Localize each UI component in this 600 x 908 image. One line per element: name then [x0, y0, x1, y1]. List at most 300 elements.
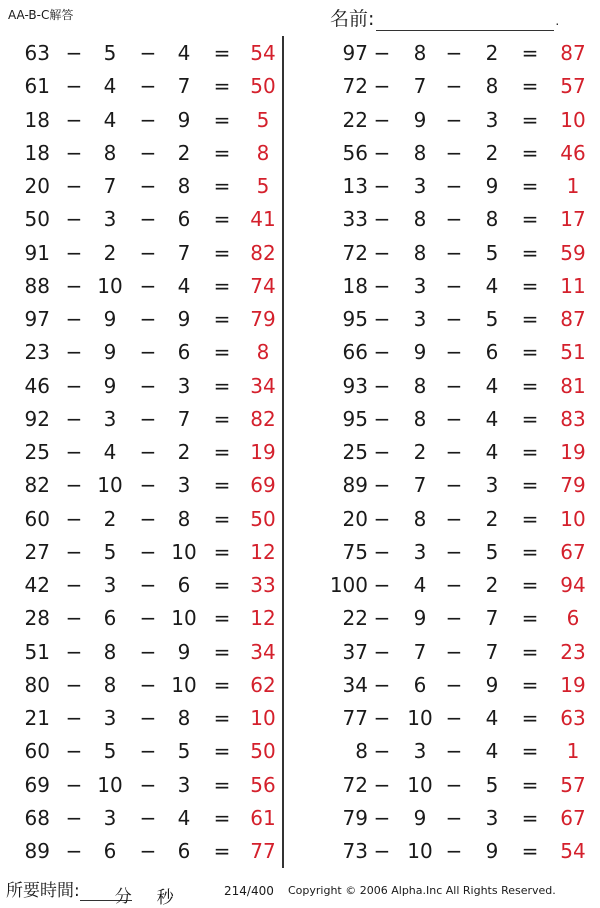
- answer: 23: [560, 639, 586, 664]
- problem-row: [0, 69, 282, 102]
- second-number: 10: [97, 772, 123, 797]
- third-number: 3: [485, 805, 499, 830]
- second-number: 5: [103, 539, 117, 564]
- equals-sign: =: [213, 573, 231, 597]
- third-number: 4: [485, 406, 499, 431]
- minus-sign: −: [373, 140, 391, 165]
- time-label: 所要時間:: [6, 881, 80, 901]
- minus-sign: −: [373, 373, 391, 398]
- minus-sign: −: [65, 340, 83, 365]
- answer: 5: [256, 174, 270, 198]
- problem-row: [0, 335, 282, 368]
- first-number: 89: [342, 473, 368, 498]
- first-number: 72: [342, 74, 368, 99]
- answer: 87: [560, 307, 586, 331]
- minus-sign: −: [445, 839, 463, 863]
- third-number: 10: [171, 672, 197, 697]
- first-number: 89: [24, 839, 50, 863]
- second-number: 5: [103, 41, 117, 65]
- third-number: 3: [177, 772, 191, 797]
- equals-sign: =: [521, 539, 539, 564]
- minus-sign: −: [373, 606, 391, 631]
- second-number: 10: [407, 772, 433, 797]
- minus-sign: −: [139, 672, 157, 697]
- answer: 82: [250, 240, 276, 265]
- second-number: 9: [413, 805, 427, 830]
- equals-sign: =: [213, 273, 231, 298]
- answer: 51: [560, 340, 586, 365]
- minutes-blank: [80, 882, 132, 907]
- third-number: 6: [177, 573, 191, 597]
- minus-sign: −: [139, 373, 157, 398]
- minus-sign: −: [139, 207, 157, 232]
- minus-sign: −: [65, 74, 83, 99]
- equals-sign: =: [213, 307, 231, 331]
- name-blank-line: [376, 14, 554, 31]
- problem-row: [300, 169, 600, 202]
- problem-row: [300, 601, 600, 634]
- problem-row: [0, 468, 282, 501]
- third-number: 7: [177, 406, 191, 431]
- second-number: 3: [103, 805, 117, 830]
- problem-row: [300, 236, 600, 269]
- equals-sign: =: [213, 706, 231, 730]
- equals-sign: =: [521, 772, 539, 797]
- minus-sign: −: [445, 573, 463, 597]
- answer: 19: [250, 440, 276, 464]
- minus-sign: −: [373, 539, 391, 564]
- answer: 6: [566, 606, 580, 631]
- equals-sign: =: [521, 440, 539, 464]
- equals-sign: =: [521, 573, 539, 597]
- first-number: 66: [342, 340, 368, 365]
- answer: 63: [560, 706, 586, 730]
- answer: 67: [560, 805, 586, 830]
- first-number: 23: [24, 340, 50, 365]
- minus-sign: −: [445, 406, 463, 431]
- third-number: 8: [177, 506, 191, 531]
- answer: 11: [560, 273, 586, 298]
- first-number: 80: [24, 672, 50, 697]
- equals-sign: =: [213, 406, 231, 431]
- second-number: 9: [103, 373, 117, 398]
- answer: 61: [250, 805, 276, 830]
- minus-sign: −: [139, 772, 157, 797]
- third-number: 4: [177, 805, 191, 830]
- third-number: 2: [485, 506, 499, 531]
- minus-sign: −: [445, 174, 463, 198]
- answer: 94: [560, 573, 586, 597]
- first-number: 18: [342, 273, 368, 298]
- problem-row: [300, 502, 600, 535]
- minus-sign: −: [445, 440, 463, 464]
- third-number: 4: [177, 273, 191, 298]
- second-number: 9: [103, 340, 117, 365]
- answer: 69: [250, 473, 276, 498]
- third-number: 3: [177, 373, 191, 398]
- minus-sign: −: [65, 373, 83, 398]
- answer: 83: [560, 406, 586, 431]
- third-number: 7: [485, 606, 499, 631]
- minus-sign: −: [445, 606, 463, 631]
- problem-row: [300, 668, 600, 701]
- equals-sign: =: [213, 373, 231, 398]
- equals-sign: =: [521, 639, 539, 664]
- problem-row: [0, 601, 282, 634]
- first-number: 27: [24, 539, 50, 564]
- equals-sign: =: [213, 739, 231, 764]
- problem-row: [300, 69, 600, 102]
- first-number: 61: [24, 74, 50, 99]
- third-number: 2: [177, 440, 191, 464]
- minus-sign: −: [65, 606, 83, 631]
- first-number: 20: [24, 174, 50, 198]
- second-number: 3: [413, 539, 427, 564]
- third-number: 6: [177, 340, 191, 365]
- answer: 1: [566, 174, 580, 198]
- first-number: 60: [24, 506, 50, 531]
- minus-sign: −: [445, 539, 463, 564]
- second-number: 4: [103, 74, 117, 99]
- minus-sign: −: [445, 41, 463, 65]
- third-number: 5: [485, 772, 499, 797]
- minus-sign: −: [373, 174, 391, 198]
- first-number: 69: [24, 772, 50, 797]
- first-number: 82: [24, 473, 50, 498]
- second-number: 6: [103, 606, 117, 631]
- second-number: 8: [413, 207, 427, 232]
- minus-sign: −: [65, 273, 83, 298]
- second-number: 9: [413, 340, 427, 365]
- second-number: 9: [103, 307, 117, 331]
- equals-sign: =: [521, 839, 539, 863]
- third-number: 9: [485, 672, 499, 697]
- problem-row: [300, 369, 600, 402]
- second-number: 2: [413, 440, 427, 464]
- minus-sign: −: [445, 772, 463, 797]
- name-dot: .: [555, 14, 560, 28]
- minus-sign: −: [139, 340, 157, 365]
- first-number: 97: [342, 41, 368, 65]
- minus-sign: −: [139, 839, 157, 863]
- first-number: 13: [342, 174, 368, 198]
- second-number: 8: [413, 506, 427, 531]
- second-number: 10: [97, 273, 123, 298]
- second-number: 3: [413, 307, 427, 331]
- problem-row: [0, 36, 282, 69]
- answer: 34: [250, 373, 276, 398]
- third-number: 10: [171, 606, 197, 631]
- equals-sign: =: [213, 340, 231, 365]
- problem-row: [300, 768, 600, 801]
- problem-row: [300, 834, 600, 867]
- page-number: 214/400: [224, 884, 274, 898]
- problem-row: [0, 369, 282, 402]
- minus-sign: −: [139, 706, 157, 730]
- minus-sign: −: [445, 373, 463, 398]
- seconds-blank: [138, 883, 174, 908]
- minus-sign: −: [445, 340, 463, 365]
- second-number: 3: [413, 739, 427, 764]
- equals-sign: =: [521, 473, 539, 498]
- problem-row: [0, 834, 282, 867]
- second-number: 8: [103, 639, 117, 664]
- third-number: 10: [171, 539, 197, 564]
- equals-sign: =: [213, 506, 231, 531]
- minus-sign: −: [373, 473, 391, 498]
- minus-sign: −: [65, 573, 83, 597]
- third-number: 2: [485, 573, 499, 597]
- minus-sign: −: [445, 307, 463, 331]
- third-number: 7: [177, 74, 191, 99]
- first-number: 20: [342, 506, 368, 531]
- second-number: 10: [407, 706, 433, 730]
- problem-row: [0, 402, 282, 435]
- minus-sign: −: [373, 273, 391, 298]
- minus-sign: −: [445, 207, 463, 232]
- second-number: 3: [103, 706, 117, 730]
- problem-row: [0, 502, 282, 535]
- second-number: 8: [413, 140, 427, 165]
- answer: 50: [250, 74, 276, 99]
- answer: 33: [250, 573, 276, 597]
- equals-sign: =: [213, 606, 231, 631]
- third-number: 9: [177, 107, 191, 132]
- minus-sign: −: [65, 307, 83, 331]
- answer: 12: [250, 606, 276, 631]
- answer: 41: [250, 207, 276, 232]
- minus-sign: −: [373, 207, 391, 232]
- name-field: [330, 4, 559, 31]
- answer: 50: [250, 739, 276, 764]
- minus-sign: −: [373, 406, 391, 431]
- third-number: 2: [485, 41, 499, 65]
- third-number: 8: [485, 207, 499, 232]
- answer: 67: [560, 539, 586, 564]
- minus-sign: −: [445, 240, 463, 265]
- answer: 57: [560, 772, 586, 797]
- first-number: 51: [24, 639, 50, 664]
- answer: 82: [250, 406, 276, 431]
- minus-sign: −: [65, 739, 83, 764]
- problem-row: [0, 103, 282, 136]
- second-number: 2: [103, 240, 117, 265]
- first-number: 34: [342, 672, 368, 697]
- equals-sign: =: [213, 74, 231, 99]
- equals-sign: =: [521, 273, 539, 298]
- second-number: 6: [413, 672, 427, 697]
- second-number: 10: [407, 839, 433, 863]
- third-number: 6: [177, 839, 191, 863]
- minus-sign: −: [373, 639, 391, 664]
- equals-sign: =: [213, 473, 231, 498]
- third-number: 4: [485, 373, 499, 398]
- name-label: 名前:: [330, 8, 375, 30]
- problem-row: [300, 435, 600, 468]
- answer: 17: [560, 207, 586, 232]
- minus-sign: −: [65, 240, 83, 265]
- first-number: 73: [342, 839, 368, 863]
- minus-sign: −: [373, 307, 391, 331]
- equals-sign: =: [213, 672, 231, 697]
- answer: 8: [256, 340, 270, 365]
- seconds-unit: 秒: [156, 888, 174, 908]
- third-number: 5: [485, 240, 499, 265]
- answer: 74: [250, 273, 276, 298]
- problem-row: [0, 269, 282, 302]
- minus-sign: −: [445, 672, 463, 697]
- answer: 34: [250, 639, 276, 664]
- third-number: 3: [485, 107, 499, 132]
- first-number: 28: [24, 606, 50, 631]
- answer: 8: [256, 140, 270, 165]
- second-number: 6: [103, 839, 117, 863]
- second-number: 3: [103, 207, 117, 232]
- second-number: 7: [413, 74, 427, 99]
- problem-row: [300, 734, 600, 767]
- third-number: 4: [177, 41, 191, 65]
- second-number: 2: [103, 506, 117, 531]
- third-number: 6: [177, 207, 191, 232]
- first-number: 50: [24, 207, 50, 232]
- answer: 19: [560, 672, 586, 697]
- first-number: 21: [24, 706, 50, 730]
- first-number: 72: [342, 240, 368, 265]
- third-number: 7: [485, 639, 499, 664]
- problem-row: [0, 701, 282, 734]
- answer: 50: [250, 506, 276, 531]
- answer: 77: [250, 839, 276, 863]
- minus-sign: −: [65, 473, 83, 498]
- left-problem-column: [0, 36, 282, 867]
- equals-sign: =: [521, 74, 539, 99]
- second-number: 7: [413, 473, 427, 498]
- problem-row: [0, 535, 282, 568]
- minus-sign: −: [139, 41, 157, 65]
- minutes-unit: 分: [114, 887, 132, 907]
- second-number: 8: [413, 373, 427, 398]
- first-number: 33: [342, 207, 368, 232]
- answer: 54: [250, 41, 276, 65]
- minus-sign: −: [65, 41, 83, 65]
- problem-row: [300, 535, 600, 568]
- minus-sign: −: [65, 839, 83, 863]
- first-number: 22: [342, 107, 368, 132]
- minus-sign: −: [373, 506, 391, 531]
- second-number: 9: [413, 107, 427, 132]
- answer: 1: [566, 739, 580, 764]
- second-number: 7: [103, 174, 117, 198]
- first-number: 25: [342, 440, 368, 464]
- equals-sign: =: [521, 340, 539, 365]
- problem-row: [0, 568, 282, 601]
- third-number: 9: [485, 839, 499, 863]
- problem-row: [300, 701, 600, 734]
- minus-sign: −: [373, 739, 391, 764]
- minus-sign: −: [65, 805, 83, 830]
- equals-sign: =: [213, 41, 231, 65]
- second-number: 4: [103, 107, 117, 132]
- minus-sign: −: [373, 107, 391, 132]
- problem-row: [0, 635, 282, 668]
- minus-sign: −: [373, 573, 391, 597]
- third-number: 3: [485, 473, 499, 498]
- first-number: 92: [24, 406, 50, 431]
- third-number: 9: [177, 639, 191, 664]
- equals-sign: =: [213, 174, 231, 198]
- problem-row: [0, 801, 282, 834]
- third-number: 4: [485, 739, 499, 764]
- minus-sign: −: [373, 706, 391, 730]
- problem-row: [300, 568, 600, 601]
- minus-sign: −: [373, 805, 391, 830]
- minus-sign: −: [139, 174, 157, 198]
- first-number: 93: [342, 373, 368, 398]
- second-number: 3: [103, 406, 117, 431]
- right-problem-column: [300, 36, 600, 867]
- second-number: 3: [413, 174, 427, 198]
- minus-sign: −: [445, 639, 463, 664]
- equals-sign: =: [521, 373, 539, 398]
- third-number: 2: [177, 140, 191, 165]
- problem-row: [300, 402, 600, 435]
- answer: 59: [560, 240, 586, 265]
- third-number: 3: [177, 473, 191, 498]
- minus-sign: −: [445, 74, 463, 99]
- equals-sign: =: [521, 706, 539, 730]
- minus-sign: −: [139, 805, 157, 830]
- minus-sign: −: [65, 706, 83, 730]
- equals-sign: =: [213, 240, 231, 265]
- copyright-notice: Copyright © 2006 Alpha.Inc All Rights Reserved.: [288, 884, 556, 897]
- time-taken-field: [6, 876, 174, 908]
- second-number: 10: [97, 473, 123, 498]
- answer: 10: [560, 107, 586, 132]
- third-number: 5: [485, 539, 499, 564]
- equals-sign: =: [213, 440, 231, 464]
- minus-sign: −: [373, 672, 391, 697]
- problem-row: [0, 668, 282, 701]
- minus-sign: −: [445, 706, 463, 730]
- minus-sign: −: [139, 440, 157, 464]
- minus-sign: −: [139, 74, 157, 99]
- answer: 10: [250, 706, 276, 730]
- first-number: 75: [342, 539, 368, 564]
- minus-sign: −: [445, 739, 463, 764]
- minus-sign: −: [139, 240, 157, 265]
- minus-sign: −: [139, 739, 157, 764]
- problem-row: [0, 202, 282, 235]
- problem-row: [300, 103, 600, 136]
- third-number: 9: [485, 174, 499, 198]
- equals-sign: =: [213, 140, 231, 165]
- equals-sign: =: [213, 839, 231, 863]
- minus-sign: −: [139, 639, 157, 664]
- minus-sign: −: [139, 307, 157, 331]
- first-number: 18: [24, 140, 50, 165]
- first-number: 72: [342, 772, 368, 797]
- second-number: 5: [103, 739, 117, 764]
- third-number: 4: [485, 706, 499, 730]
- minus-sign: −: [445, 107, 463, 132]
- second-number: 7: [413, 639, 427, 664]
- third-number: 8: [177, 174, 191, 198]
- equals-sign: =: [521, 672, 539, 697]
- first-number: 8: [355, 739, 368, 764]
- minus-sign: −: [65, 672, 83, 697]
- problem-row: [300, 269, 600, 302]
- third-number: 8: [485, 74, 499, 99]
